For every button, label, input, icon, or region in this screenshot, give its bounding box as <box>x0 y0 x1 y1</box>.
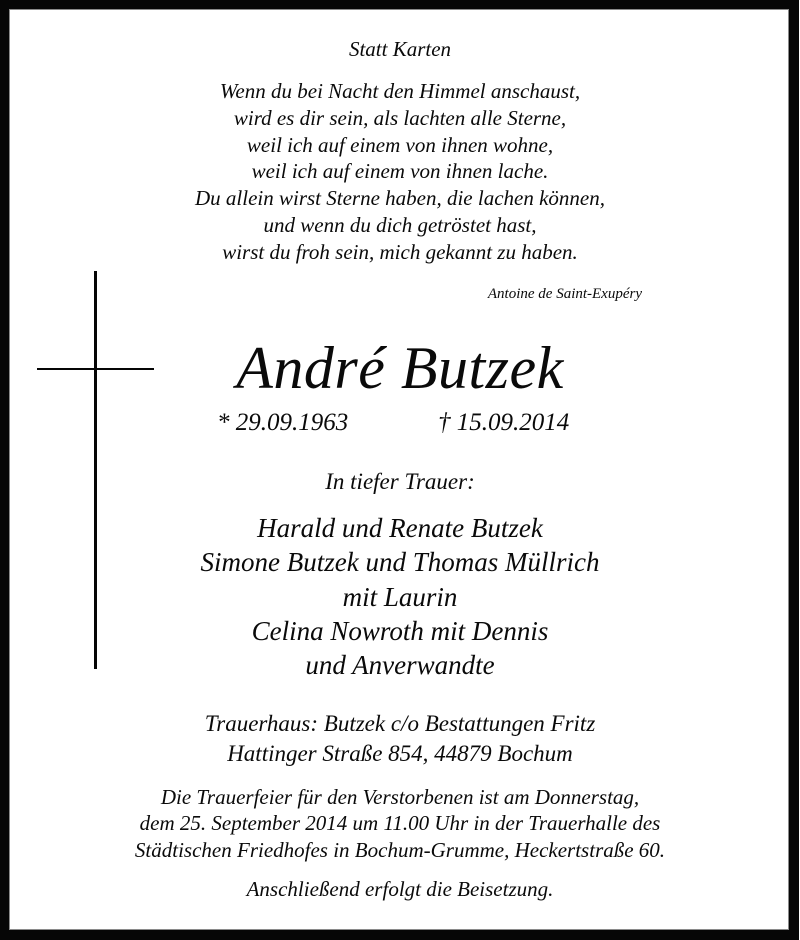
burial-note: Anschließend erfolgt die Beisetzung. <box>246 877 554 901</box>
mourner-line: Celina Nowroth mit Dennis <box>251 616 549 646</box>
mourner-line: Simone Butzek und Thomas Müllrich <box>200 547 600 577</box>
mourner-line: und Anverwandte <box>305 650 495 680</box>
address-line: Trauerhaus: Butzek c/o Bestattungen Fritz <box>204 711 596 736</box>
mourner-line: Harald und Renate Butzek <box>257 513 543 543</box>
ceremony-line: Die Trauerfeier für den Verstorbenen ist am Donnerstag, <box>160 785 640 809</box>
poem-line: Wenn du bei Nacht den Himmel anschaust, <box>219 79 581 103</box>
poem-line: weil ich auf einem von ihnen lache. <box>251 159 549 183</box>
poem-attribution: Antoine de Saint-Exupéry <box>487 286 642 302</box>
address-line: Hattinger Straße 854, 44879 Bochum <box>227 741 573 766</box>
deceased-name: André Butzek <box>236 335 564 401</box>
poem-line: und wenn du dich getröstet hast, <box>263 213 537 237</box>
ceremony-line: Städtischen Friedhofes in Bochum-Grumme, Heckertstraße 60. <box>134 838 666 862</box>
death-date: † 15.09.2014 <box>438 409 570 436</box>
poem-line: Du allein wirst Sterne haben, die lachen können, <box>194 186 605 210</box>
birth-date: * 29.09.1963 <box>217 409 349 436</box>
poem-line: wirst du froh sein, mich gekannt zu haben. <box>222 240 578 264</box>
mourner-line: mit Laurin <box>342 582 458 612</box>
poem-line: weil ich auf einem von ihnen wohne, <box>246 133 554 157</box>
ceremony-line: dem 25. September 2014 um 11.00 Uhr in der Trauerhalle des <box>139 811 661 835</box>
poem-line: wird es dir sein, als lachten alle Sterne, <box>233 106 567 130</box>
header-statt-karten: Statt Karten <box>348 37 452 61</box>
mourning-label: In tiefer Trauer: <box>325 469 475 494</box>
